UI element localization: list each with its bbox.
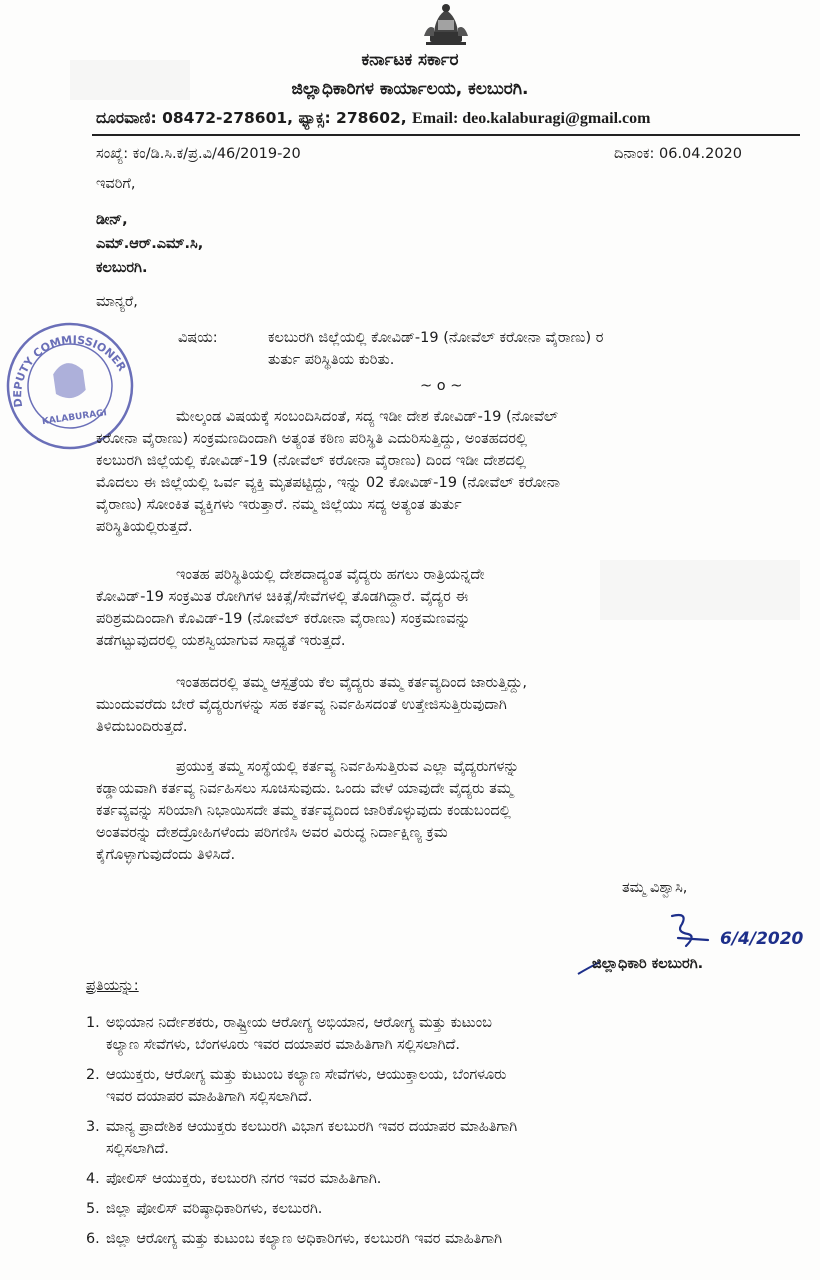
paragraph-line: ತಡೆಗಟ್ಟುವುದರಲ್ಲಿ ಯಶಸ್ವಿಯಾಗುವ ಸಾಧ್ಯತೆ ಇರುತ್ತದೆ.	[96, 632, 346, 649]
paragraph-line: ಕರ್ತವ್ಯವನ್ನು ಸರಿಯಾಗಿ ನಿಭಾಯಿಸದೇ ತಮ್ಮ ಕರ್ತವ್ಯದಿಂದ ಜಾರಿಕೊಳ್ಳುವುದು ಕಂಡುಬಂದಲ್ಲಿ	[96, 802, 511, 819]
copy-number: 1.	[86, 1015, 100, 1031]
copy-line: ಜಿಲ್ಲಾ ಆರೋಗ್ಯ ಮತ್ತು ಕುಟುಂಬ ಕಲ್ಯಾಣ ಅಧಿಕಾರಿಗಳು, ಕಲಬುರಗಿ ಇವರ ಮಾಹಿತಿಗಾಗಿ	[106, 1231, 503, 1247]
letter-date: ದಿನಾಂಕ: 06.04.2020	[614, 146, 743, 162]
copy-line: ಅಭಿಯಾನ ನಿರ್ದೇಶಕರು, ರಾಷ್ಟ್ರೀಯ ಆರೋಗ್ಯ ಅಭಿಯಾನ, ಆರೋಗ್ಯ ಮತ್ತು ಕುಟುಂಬ	[106, 1015, 492, 1031]
copy-recipient	[86, 1012, 800, 1056]
body-paragraph-3	[96, 672, 798, 738]
signature-date: 6/4/2020	[720, 929, 804, 949]
addressee-line-2: ಎಮ್.ಆರ್.ಎಮ್.ಸಿ,	[96, 236, 204, 252]
copy-number: 2.	[86, 1067, 100, 1083]
paragraph-line: ಕರೋನಾ ವೈರಾಣು) ಸಂಕ್ರಮಣದಿಂದಾಗಿ ಅತ್ಯಂತ ಕಠಿಣ ಪರಿಸ್ಥಿತಿ ಎದುರಿಸುತ್ತಿದ್ದು, ಅಂತಹದರಲ್ಲಿ	[96, 430, 528, 447]
addressee-line-1: ಡೀನ್,	[96, 212, 128, 228]
separator: ~ o ~	[420, 378, 463, 394]
addressee-line-3: ಕಲಬುರಗಿ.	[96, 260, 148, 276]
state-emblem-icon	[418, 2, 474, 46]
paragraph-line: ಮುಂದುವರೆದು ಬೇರೆ ವೈದ್ಯರುಗಳನ್ನು ಸಹ ಕರ್ತವ್ಯ ನಿರ್ವಹಿಸದಂತೆ ಉತ್ತೇಜಿಸುತ್ತಿರುವುದಾಗಿ	[96, 696, 507, 713]
signatory-designation: ಜಿಲ್ಲಾಧಿಕಾರಿ ಕಲಬುರಗಿ.	[592, 956, 704, 972]
paragraph-line: ಕೈಗೊಳ್ಳಾಗುವುದೆಂದು ತಿಳಿಸಿದೆ.	[96, 846, 236, 863]
copy-recipient	[86, 1064, 800, 1108]
signature-icon	[636, 910, 816, 958]
copy-recipient	[86, 1168, 800, 1190]
paragraph-line: ಮೇಲ್ಕಂಡ ವಿಷಯಕ್ಕೆ ಸಂಬಂದಿಸಿದಂತೆ, ಸದ್ಯ ಇಡೀ ದೇಶ ಕೋವಿಡ್-19 (ನೋವೆಲ್	[176, 408, 559, 425]
phone-fax: ದೂರವಾಣಿ: 08472-278601, ಫ್ಯಾಕ್ಸ: 278602,	[96, 109, 413, 127]
subject-label: ವಿಷಯ:	[178, 330, 218, 346]
copy-recipient	[86, 1198, 800, 1220]
copy-recipient	[86, 1116, 800, 1160]
reference-number: ಸಂಖ್ಯೆ: ಕಂ/ಡಿ.ಸಿ.ಕ/ಪ್ರ.ವಿ/46/2019-20	[96, 146, 301, 162]
copy-number: 6.	[86, 1231, 100, 1247]
copy-line: ಮಾನ್ಯ ಪ್ರಾದೇಶಿಕ ಆಯುಕ್ತರು ಕಲಬುರಗಿ ವಿಭಾಗ ಕಲಬುರಗಿ ಇವರ ದಯಾಪರ ಮಾಹಿತಿಗಾಗಿ	[106, 1119, 518, 1135]
copies-heading: ಪ್ರತಿಯನ್ನು:	[86, 978, 139, 994]
copy-line: ಜಿಲ್ಲಾ ಪೋಲಿಸ್ ವರಿಷ್ಠಾಧಿಕಾರಿಗಳು, ಕಲಬುರಗಿ.	[106, 1201, 323, 1217]
seal-inner-text: KALABURAGI	[41, 408, 108, 428]
copy-line: ಕಲ್ಯಾಣ ಸೇವೆಗಳು, ಬೆಂಗಳೂರು ಇವರ ದಯಾಪರ ಮಾಹಿತಿಗಾಗಿ ಸಲ್ಲಿಸಲಾಗಿದೆ.	[106, 1037, 460, 1053]
paragraph-line: ತಿಳಿದುಬಂದಿರುತ್ತದೆ.	[96, 718, 188, 735]
subject-line-1: ಕಲಬುರಗಿ ಜಿಲ್ಲೆಯಲ್ಲಿ ಕೋವಿಡ್-19 (ನೋವೆಲ್ ಕರೋನಾ ವೈರಾಣು) ರ	[268, 330, 604, 346]
copy-number: 5.	[86, 1201, 100, 1217]
paragraph-line: ಪರಿಶ್ರಮದಿಂದಾಗಿ ಕೊವಿಡ್-19 (ನೋವೆಲ್ ಕರೋನಾ ವೈರಾಣು) ಸಂಕ್ರಮಣವನ್ನು	[96, 610, 471, 627]
paragraph-line: ವೈರಾಣು) ಸೋಂಕಿತ ವ್ಯಕ್ತಿಗಳು ಇರುತ್ತಾರೆ. ನಮ್ಮ ಜಿಲ್ಲೆಯು ಸದ್ಯ ಅತ್ಯಂತ ತುರ್ತು	[96, 496, 462, 513]
email-address: Email: deo.kalaburagi@gmail.com	[412, 110, 651, 127]
body-paragraph-4	[96, 756, 798, 866]
paragraph-line: ಇಂತಹದರಲ್ಲಿ ತಮ್ಮ ಆಸ್ಪತ್ರೆಯ ಕೆಲ ವೈದ್ಯರು ತಮ್ಮ ಕರ್ತವ್ಯದಿಂದ ಜಾರುತ್ತಿದ್ದು,	[176, 674, 528, 691]
header-rule	[92, 134, 800, 136]
paragraph-line: ಕಲಬುರಗಿ ಜಿಲ್ಲೆಯಲ್ಲಿ ಕೋವಿಡ್-19 (ನೋವೆಲ್ ಕರೋನಾ ವೈರಾಣು) ದಿಂದ ಇಡೀ ದೇಶದಲ್ಲಿ	[96, 452, 527, 469]
body-paragraph-1	[96, 406, 798, 538]
copy-line: ಇವರ ದಯಾಪರ ಮಾಹಿತಿಗಾಗಿ ಸಲ್ಲಿಸಲಾಗಿದೆ.	[106, 1089, 313, 1105]
office-heading: ಜಿಲ್ಲಾಧಿಕಾರಿಗಳ ಕಾರ್ಯಾಲಯ, ಕಲಬುರಗಿ.	[291, 79, 529, 99]
seal-outer-text: DEPUTY COMMISSIONER	[11, 333, 129, 409]
paragraph-line: ಪರಿಸ್ಥಿತಿಯಲ್ಲಿರುತ್ತದೆ.	[96, 518, 193, 535]
government-heading: ಕರ್ನಾಟಕ ಸರ್ಕಾರ	[361, 50, 459, 70]
addressee-salutation: ಇವರಿಗೆ,	[96, 176, 136, 192]
paragraph-line: ಪ್ರಯುಕ್ತ ತಮ್ಮ ಸಂಸ್ಥೆಯಲ್ಲಿ ಕರ್ತವ್ಯ ನಿರ್ವಹಿಸುತ್ತಿರುವ ಎಲ್ಲಾ ವೈದ್ಯರುಗಳನ್ನು	[176, 758, 520, 775]
paragraph-line: ಕೋವಿಡ್-19 ಸಂಕ್ರಮಿತ ರೋಗಿಗಳ ಚಿಕಿತ್ಸೆ/ಸೇವೆಗಳಲ್ಲಿ ತೊಡಗಿದ್ದಾರೆ. ವೈದ್ಯರ ಈ	[96, 588, 469, 605]
paragraph-line: ಮೊದಲು ಈ ಜಿಲ್ಲೆಯಲ್ಲಿ ಒರ್ವ ವ್ಯಕ್ತಿ ಮೃತಪಟ್ಟಿದ್ದು, ಇನ್ನು 02 ಕೋವಿಡ್-19 (ನೋವೆಲ್ ಕರೋನಾ	[96, 474, 560, 491]
copy-line: ಪೋಲಿಸ್ ಆಯುಕ್ತರು, ಕಲಬುರಗಿ ನಗರ ಇವರ ಮಾಹಿತಿಗಾಗಿ.	[106, 1171, 382, 1187]
yours-faithfully: ತಮ್ಮ ವಿಶ್ವಾಸಿ,	[622, 880, 688, 896]
contact-line	[96, 109, 650, 128]
copy-line: ಸಲ್ಲಿಸಲಾಗಿದೆ.	[106, 1141, 169, 1157]
paragraph-line: ಕಡ್ಡಾಯವಾಗಿ ಕರ್ತವ್ಯ ನಿರ್ವಹಿಸಲು ಸೂಚಿಸುವುದು. ಒಂದು ವೇಳೆ ಯಾವುದೇ ವೈದ್ಯರು ತಮ್ಮ	[96, 780, 513, 797]
greeting: ಮಾನ್ಯರೆ,	[96, 294, 138, 310]
paragraph-line: ಇಂತಹ ಪರಿಸ್ಥಿತಿಯಲ್ಲಿ ದೇಶದಾದ್ಯಂತ ವೈದ್ಯರು ಹಗಲು ರಾತ್ರಿಯನ್ನದೇ	[176, 566, 485, 583]
copy-number: 3.	[86, 1119, 100, 1135]
body-paragraph-2	[96, 564, 798, 652]
subject-line-2: ತುರ್ತು ಪರಿಸ್ಥಿತಿಯ ಕುರಿತು.	[268, 352, 395, 368]
paragraph-line: ಅಂತವರನ್ನು ದೇಶದ್ರೋಹಿಗಳೆಂದು ಪರಿಗಣಿಸಿ ಅವರ ವಿರುದ್ಧ ನಿರ್ದಾಕ್ಷಿಣ್ಯ ಕ್ರಮ	[96, 824, 448, 841]
copy-line: ಆಯುಕ್ತರು, ಆರೋಗ್ಯ ಮತ್ತು ಕುಟುಂಬ ಕಲ್ಯಾಣ ಸೇವೆಗಳು, ಆಯುಕ್ತಾಲಯ, ಬೆಂಗಳೂರು	[106, 1067, 507, 1083]
copy-number: 4.	[86, 1171, 100, 1187]
copy-recipient	[86, 1228, 800, 1250]
